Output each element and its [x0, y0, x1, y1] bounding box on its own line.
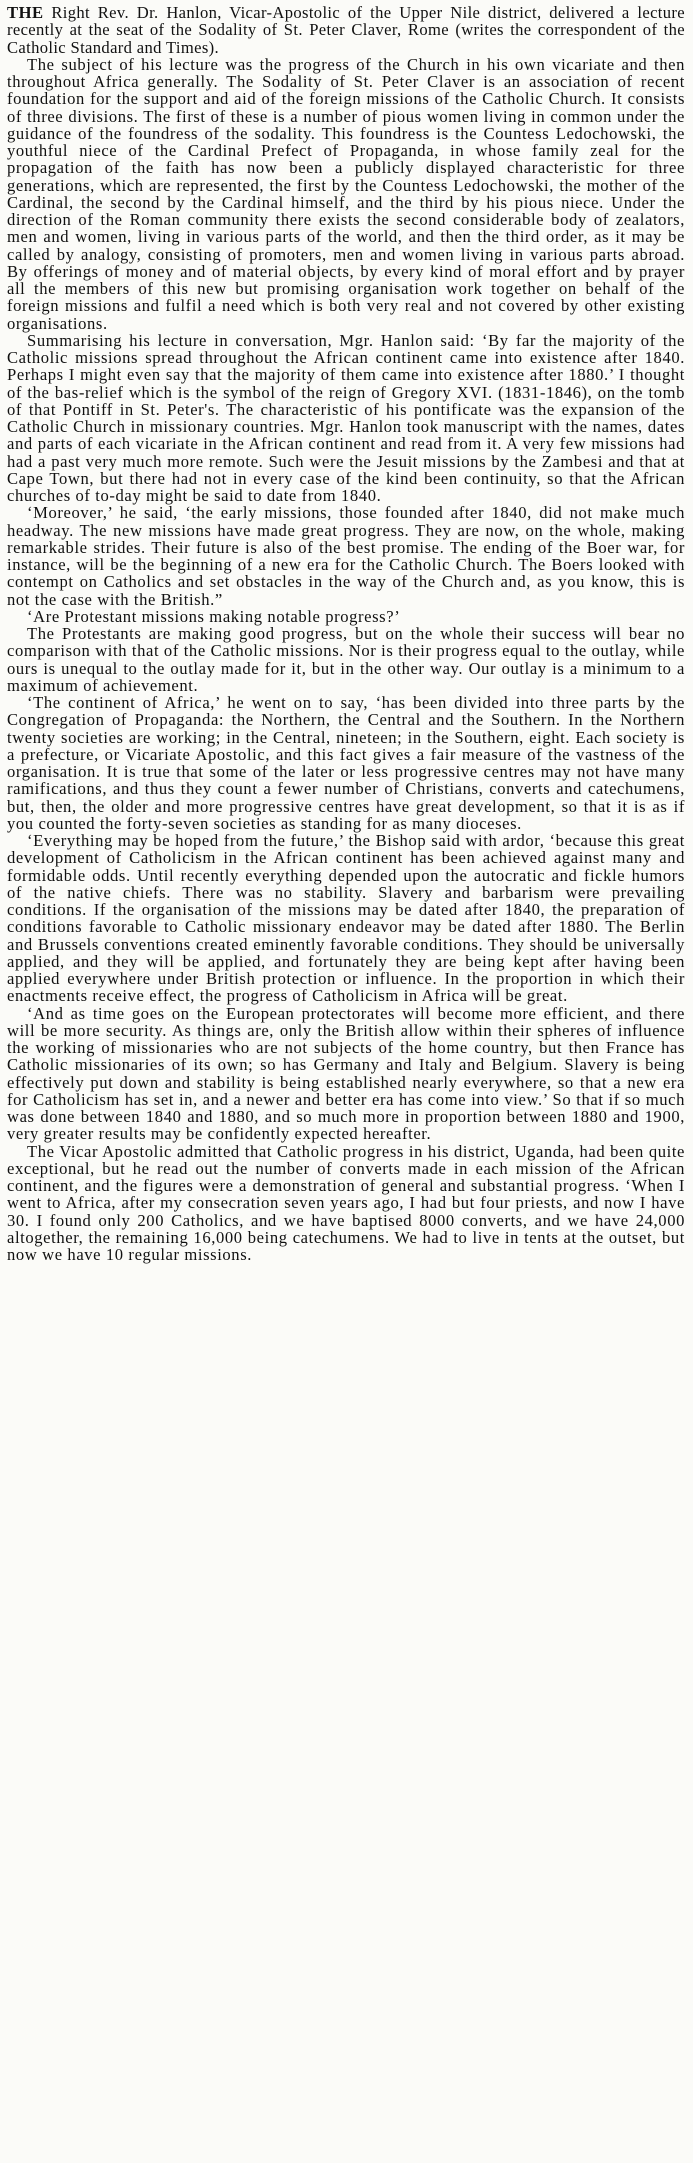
article-paragraph-7: ‘The continent of Africa,’ he went on to say, ‘has been divided into three parts by the Congregation of Propaganda: the Northern, the Central and the Southern. In the Northern twenty societies are working; in the Central, nineteen; in the Southern, eight. Each society is a prefecture, or Vicariate Apostolic, and this fact gives a fair measure of the vastness of the organisation. It is true that some of the later or less progressive centres may not have many ramifications, and thus they count a fewer number of Christians, converts and catechumens, but, then, the older and more progressive centres have great development, so that it is as if you counted the forty-seven societies as standing for as many dioceses. — [7, 693, 685, 833]
article-paragraph-4: ‘Moreover,’ he said, ‘the early missions, those founded after 1840, did not make much headway. The new missions have made great progress. They are now, on the whole, making remarkable strides. Their future is also of the best promise. The ending of the Boer war, for instance, will be the beginning of a new era for the Catholic Church. The Boers looked with contempt on Catholics and set obstacles in the way of the Church and, as you know, this is not the case with the British.” — [7, 503, 685, 609]
article-paragraph-3: Summarising his lecture in conversation, Mgr. Hanlon said: ‘By far the majority of the Catholic missions spread throughout the African continent came into existence after 1840. Perhaps I might even say that the majority of them came into existence after 1880.’ I thought of the bas-relief which is the symbol of the reign of Gregory XVI. (1831-1846), on the tomb of that Pontiff in St. Peter's. The characteristic of his pontificate was the expansion of the Catholic Church in missionary countries. Mgr. Hanlon took manuscript with the names, dates and parts of each vicariate in the African continent and read from it. A very few missions had had a past very much more remote. Such were the Jesuit missions by the Zambesi and that at Cape Town, but there had not in every case of the kind been continuity, so that the African churches of to-day might be said to date from 1840. — [7, 330, 685, 505]
opening-word: THE — [7, 3, 44, 22]
article-paragraph-1 — [7, 4, 685, 56]
article-paragraph-10: The Vicar Apostolic admitted that Catholic progress in his district, Uganda, had been quite exceptional, but he read out the number of converts made in each mission of the African continent, and the figures were a demonstration of general and substantial progress. ‘When I went to Africa, after my consecration seven years ago, I had but four priests, and now I have 30. I found only 200 Catholics, and we have baptised 8000 converts, and we have 24,000 altogether, the remaining 16,000 being catechumens. We had to live in tents at the outset, but now we have 10 regular missions. — [7, 1141, 685, 1264]
article — [7, 4, 685, 1263]
article-paragraph-8: ‘Everything may be hoped from the future,’ the Bishop said with ardor, ‘because this great development of Catholicism in the African continent has been achieved against many and formidable odds. Until recently everything depended upon the autocratic and fickle humors of the native chiefs. There was no stability. Slavery and barbarism were prevailing conditions. If the organisation of the missions may be dated after 1840, the preparation of conditions favorable to Catholic missionary endeavor may be dated after 1880. The Berlin and Brussels conventions created eminently favorable conditions. They should be universally applied, and they will be applied, and fortunately they are being kept after having been applied everywhere under British protection or influence. In the proportion in which their enactments receive effect, the progress of Catholicism in Africa will be great. — [7, 831, 685, 1006]
article-paragraph-6: The Protestants are making good progress, but on the whole their success will bear no comparison with that of the Catholic missions. Nor is their progress equal to the outlay, while ours is unequal to the outlay made for it, but in the other way. Our outlay is a minimum to a maximum of achievement. — [7, 624, 685, 695]
article-paragraph-9: ‘And as time goes on the European protectorates will become more efficient, and there will be more security. As things are, only the British allow within their spheres of influence the working of missionaries who are not subjects of the home country, but then France has Catholic missionaries of its own; so has Germany and Italy and Belgium. Slavery is being effectively put down and stability is being established nearly everywhere, so that a new era for Catholicism has set in, and a newer and better era has come into view.’ So that if so much was done between 1840 and 1880, and so much more in proportion between 1880 and 1900, very greater results may be confidently expected hereafter. — [7, 1003, 685, 1144]
article-paragraph-5: ‘Are Protestant missions making notable progress?’ — [27, 606, 401, 626]
article-paragraph-2: The subject of his lecture was the progress of the Church in his own vicariate and then throughout Africa generally. The Sodality of St. Peter Claver is an association of recent foundation for the support and aid of the foreign missions of the Catholic Church. It consists of three divisions. The first of these is a number of pious women living in common under the guidance of the foundress of the sodality. This foundress is the Countess Ledochowski, the youthful niece of the Cardinal Prefect of Propaganda, in whose family zeal for the propagation of the faith has now been a publicly displayed characteristic for three generations, which are represented, the first by the Countess Ledochowski, the mother of the Cardinal, the second by the Cardinal himself, and the third by his pious niece. Under the direction of the Roman community there exists the second considerable body of zealators, men and women, living in various parts of the world, and then the third order, as it may be called by analogy, consisting of promoters, men and women living in various parts abroad. By offerings of money and of material objects, by every kind of moral effort and by prayer all the members of this new but promising organisation work together on behalf of the foreign missions and fulfil a need which is both very real and not covered by other existing organisations. — [7, 54, 685, 333]
paragraph-text: Right Rev. Dr. Hanlon, Vicar-Apostolic of the Upper Nile district, delivered a lecture recently at the seat of the Sodality of St. Peter Claver, Rome (writes the correspondent of the Catholic Standard and Times). — [7, 3, 685, 57]
